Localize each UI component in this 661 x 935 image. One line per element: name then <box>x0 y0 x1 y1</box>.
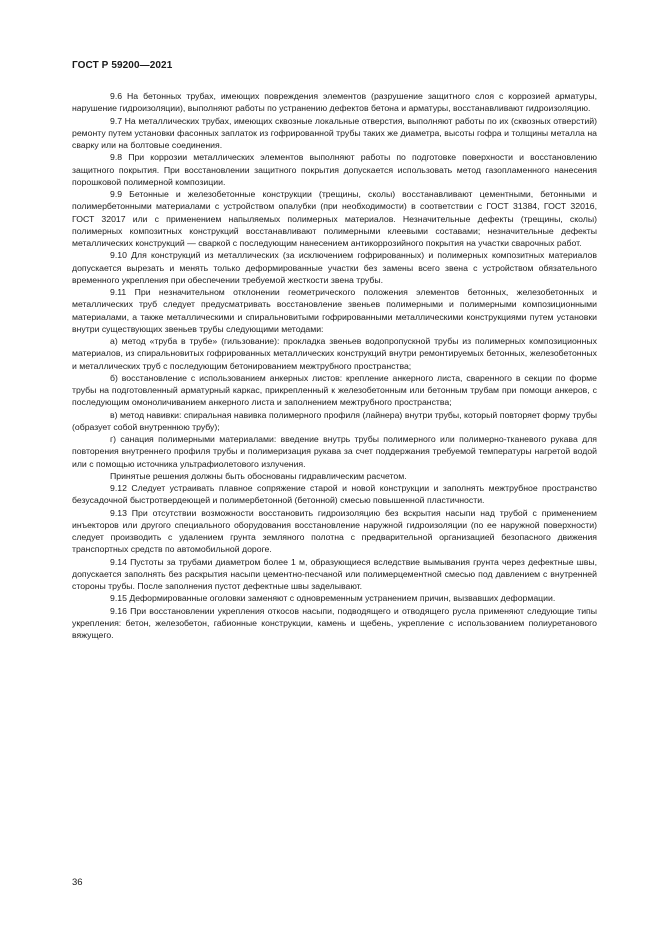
list-item-a: а) метод «труба в трубе» (гильзование): прокладка звеньев водопропускной трубы из полимерных композиционных материалов, из спиральновитых гофрированных металлических конструкций внутри ремонтируемых бетонных, железобетонных и металлических труб с последующим бетонированием межтрубного пространства; <box>72 336 597 371</box>
list-item-g: г) санация полимерными материалами: введение внутрь трубы полимерного или полимерно-тканевого рукава для повторения внутреннего профиля трубы и полимеризация рукава за счет поддержания требуемой температуры нагретой водой или с помощью источника ультрафиолетового излучения. <box>72 434 597 469</box>
paragraph-9-16: 9.16 При восстановлении укрепления откосов насыпи, подводящего и отводящего русла применяют следующие типы укрепления: бетон, железобетон, габионные конструкции, камень и щебень, укрепление с использованием полиуретанового вяжущего. <box>72 605 597 640</box>
paragraph-9-10: 9.10 Для конструкций из металлических (за исключением гофрированных) и полимерных композитных материалов допускается вырезать и менять только деформированные участки без замены всего звена с устройством обязательного временного укрепления при обеспечении требуемой жесткости звена трубы. <box>72 250 597 285</box>
paragraph-9-12: 9.12 Следует устраивать плавное сопряжение старой и новой конструкции и заполнять межтрубное пространство безусадочной быстротвердеющей и полимербетонной (бетонной) смесью повышенной пластичности. <box>72 483 597 506</box>
paragraph-9-13: 9.13 При отсутствии возможности восстановить гидроизоляцию без вскрытия насыпи над трубой с применением инъекторов или другого специального оборудования восстановление наружной гидроизоляции (по ее наружной поверхности) следует производить с удалением грунта земляного полотна с предварительной организацией безопасного движения транспортных средств по автомобильной дороге. <box>72 507 597 555</box>
page-number: 36 <box>72 877 83 888</box>
document-header: ГОСТ Р 59200—2021 <box>72 60 173 71</box>
paragraph-hydraulic-note: Принятые решения должны быть обоснованы гидравлическим расчетом. <box>110 470 407 481</box>
paragraph-9-15: 9.15 Деформированные оголовки заменяют с одновременным устранением причин, вызвавших деформации. <box>110 593 556 604</box>
list-item-b: б) восстановление с использованием анкерных листов: крепление анкерного листа, сваренного в секции по форме трубы на подготовленный арматурный каркас, прикрепленный к железобетонным или бетонным трубам при помощи анкеров, с последующим омоноличиванием анкерного листа и заполнением межтрубного пространства; <box>72 372 597 408</box>
paragraph-9-11: 9.11 При незначительном отклонении геометрического положения элементов бетонных, железобетонных и металлических труб следует предусматривать восстановление звеньев полимерными и полимерными композиционными материалами, а также металлическими и спиральновитыми гофрированными металлическими конструкциями путем установки внутри существующих звеньев трубы следующими методами: <box>72 287 597 334</box>
paragraph-9-6: 9.6 На бетонных трубах, имеющих повреждения элементов (разрушение защитного слоя с коррозией арматуры, нарушение гидроизоляции), выполняют работы по устранению дефектов бетона и арматуры, восстанавливают гидроизоляцию. <box>72 91 597 114</box>
paragraph-9-8: 9.8 При коррозии металлических элементов выполняют работы по подготовке поверхности и восстановлению защитного покрытия. При восстановлении защитного покрытия допускается использовать метод газопламенного нанесения порошковой полимерной композиции. <box>72 152 597 187</box>
paragraph-9-14: 9.14 Пустоты за трубами диаметром более 1 м, образующиеся вследствие вымывания грунта через дефектные швы, допускается заполнять без раскрытия насыпи цементно-песчаной или полимерцементной смесью под давлением с внутренней стороны трубы. После заполнения пустот дефектные швы заделывают. <box>72 556 597 591</box>
paragraph-9-9: 9.9 Бетонные и железобетонные конструкции (трещины, сколы) восстанавливают цементными, бетонными и полимербетонными материалами с устройством опалубки (при необходимости) в соответствии с ГОСТ 31384, ГОСТ 32016, ГОСТ 32017 или с применением напыляемых полимерных материалов. Незначительные дефекты (трещины, сколы) полимерных композитных конструкций восстанавливают полимерными клеевыми составами; незначительные дефекты металлических конструкций — сваркой с последующим нанесением антикоррозийного покрытия на участки сварочных работ. <box>72 189 597 248</box>
list-item-v: в) метод навивки: спиральная навивка полимерного профиля (лайнера) внутри трубы, который повторяет форму трубы (образует собой внутреннюю трубу); <box>72 409 597 432</box>
paragraph-9-7: 9.7 На металлических трубах, имеющих сквозные локальные отверстия, выполняют работы по их (сквозных отверстий) ремонту путем установки фасонных заплаток из гофрированной трубы таких же диаметра, высоты гофра и толщины металла на сварку или на болтовые соединения. <box>72 115 597 150</box>
document-body <box>72 90 597 641</box>
